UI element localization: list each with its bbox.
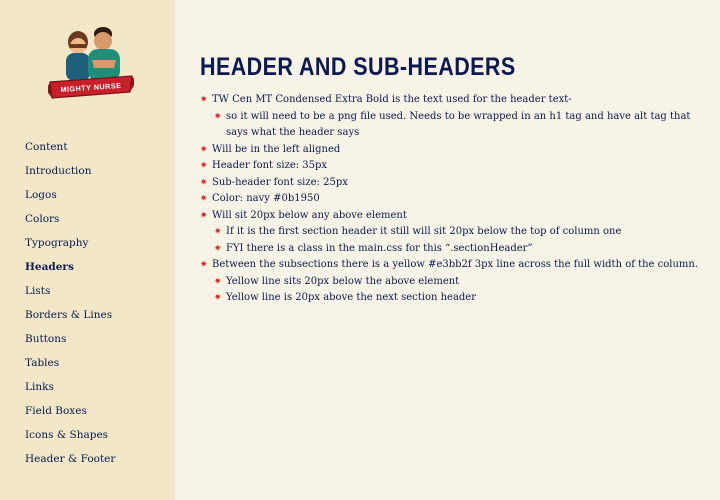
list-item (200, 158, 700, 175)
nav-typography[interactable]: Typography (25, 237, 89, 249)
red-star-bullet-icon: ✷ (214, 243, 222, 254)
guideline-list (200, 92, 700, 307)
list-item-text: so it will need to be a png file used. Needs to be wrapped in an h1 tag and have alt tag that says what the header says (226, 110, 691, 138)
list-item-text: FYI there is a class in the main.css for this “.sectionHeader” (226, 242, 533, 254)
nav-headers[interactable]: Headers (25, 261, 74, 273)
main-content (200, 50, 700, 307)
nav-links[interactable]: Links (25, 381, 54, 393)
sidebar-nav (25, 135, 115, 471)
sub-list-item (200, 290, 700, 307)
nav-lists[interactable]: Lists (25, 285, 51, 297)
list-item-text: Yellow line sits 20px below the above element (226, 275, 460, 287)
nav-header-footer[interactable]: Header & Footer (25, 453, 116, 465)
sub-list-item (200, 109, 700, 142)
list-item (200, 208, 700, 225)
list-item (200, 92, 700, 109)
red-star-bullet-icon: ✷ (200, 177, 208, 188)
nav-introduction[interactable]: Introduction (25, 165, 92, 177)
list-item-text: Yellow line is 20px above the next section header (226, 292, 476, 303)
nav-logos[interactable]: Logos (25, 189, 57, 201)
red-star-bullet-icon: ✷ (200, 95, 208, 105)
red-star-bullet-icon: ✷ (200, 194, 208, 204)
nav-field-boxes[interactable]: Field Boxes (25, 405, 87, 417)
logo-text: MIGHTY NURSE (60, 80, 122, 95)
red-star-bullet-icon: ✷ (200, 144, 208, 155)
list-item-text: Header font size: 35px (212, 160, 328, 171)
list-item (200, 175, 700, 192)
list-item (200, 142, 700, 159)
sub-list-item (200, 224, 700, 241)
page-title: HEADER AND SUB-HEADERS (200, 53, 516, 81)
nav-icons-shapes[interactable]: Icons & Shapes (25, 429, 109, 441)
nav-tables[interactable]: Tables (25, 357, 60, 369)
list-item-text: Sub-header font size: 25px (212, 176, 348, 188)
list-item-text: Will sit 20px below any above element (212, 209, 407, 221)
red-star-bullet-icon: ✷ (200, 161, 208, 171)
nav-borders-lines[interactable]: Borders & Lines (25, 309, 113, 321)
nav-colors[interactable]: Colors (25, 213, 60, 225)
list-item-text: If it is the first section header it still will sit 20px below the top of column one (226, 226, 622, 237)
red-star-bullet-icon: ✷ (214, 276, 222, 287)
red-star-bullet-icon: ✷ (214, 227, 222, 237)
list-item-text: Between the subsections there is a yellow #e3bb2f 3px line across the full width of the column. (212, 259, 699, 270)
sub-list-item (200, 274, 700, 291)
sub-list-item (200, 241, 700, 258)
list-item-text: TW Cen MT Condensed Extra Bold is the text used for the header text- (212, 94, 572, 105)
sidebar (0, 0, 175, 500)
mighty-nurse-logo[interactable] (48, 20, 134, 106)
red-star-bullet-icon: ✷ (200, 260, 208, 270)
list-item (200, 191, 700, 208)
list-item (200, 257, 700, 274)
nav-buttons[interactable]: Buttons (25, 333, 67, 345)
red-star-bullet-icon: ✷ (200, 210, 208, 221)
red-star-bullet-icon: ✷ (214, 293, 222, 303)
list-item-text: Will be in the left aligned (212, 143, 341, 155)
list-item-text: Color: navy #0b1950 (212, 193, 320, 204)
nav-content[interactable]: Content (25, 141, 68, 153)
red-star-bullet-icon: ✷ (214, 111, 222, 122)
